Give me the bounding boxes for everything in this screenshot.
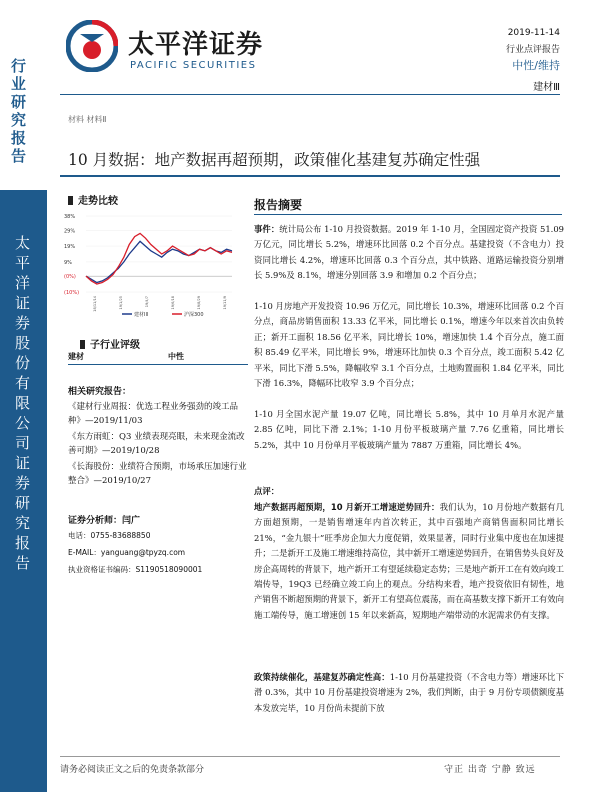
header-divider xyxy=(60,94,560,95)
y-tick-label: 19% xyxy=(64,244,76,251)
legend-label: 建材III xyxy=(134,312,149,318)
sector-label: 建材Ⅲ xyxy=(533,82,560,93)
related-heading: 相关研究报告： xyxy=(68,387,132,397)
trend-heading: 走势比较 xyxy=(68,192,118,207)
series-line xyxy=(86,233,232,284)
summary-divider xyxy=(254,214,562,215)
rating-label: 中性/维持 xyxy=(512,59,560,72)
page-title: 10 月数据：地产数据再超预期，政策催化基建复苏确定性强 xyxy=(68,151,481,169)
disclaimer: 请务必阅读正文之后的免责条款部分 xyxy=(60,765,205,775)
trend-chart xyxy=(62,210,242,320)
motto: 守正 出奇 宁静 致远 xyxy=(444,765,536,775)
y-tick-label: 29% xyxy=(64,228,76,235)
y-tick-label: (10%) xyxy=(64,290,80,296)
related-item[interactable]: 《东方雨虹：Q3 业绩表现亮眼，未来现金流改善可期》—2019/10/28 xyxy=(68,432,245,456)
footer-divider xyxy=(60,756,560,757)
summary-heading: 报告摘要 xyxy=(254,198,303,212)
related-item[interactable]: 《建材行业周报：优选工程业务强劲的竣工品种》—2019/11/03 xyxy=(68,402,239,426)
analyst-phone: 电话：0755-83688850 xyxy=(68,531,151,540)
industry-heading: 子行业评级 xyxy=(80,336,140,351)
analyst-heading: 证券分析师：闫广 xyxy=(68,516,141,526)
report-type: 行业点评报告 xyxy=(505,45,560,55)
realestate-paragraph: 1-10 月房地产开发投资 10.96 万亿元，同比增长 10.3%，增速环比回落 0.2 个百分点，商品房销售面积 13.33 亿平米，同比增长 0.1%，增速今年以来首次由负转正；新开工面积 18.56 亿平米，同比增长 10%，增速加快 1.4 个百分点，施工面积 85.49 亿平米，同比增长 9%，增速环比加快 0.3 个百分点，竣工面积 5.42 亿平米，同比下滑 5.5%，降幅收窄 3.1 个百分点，土地购置面积 1.84 亿平米，同比下滑 16.3%，降幅环比收窄 3.9 个百分点； xyxy=(254,301,564,389)
realestate-comment: 地产数据再超预期，10 月新开工增速逆势回升：我们认为，10 月份地产数据有几方面超预期，一是销售增速年内首次转正，其中百强地产商销售面积同比增长 21%，“金九银十”旺季房企加大力度促销，效果显著，同时行业集中度也在加速提升；二是新开工及施工增速维持高位，其中新开工增速逆势回升，在销售势头良好及房企高周转的背景下，地产新开工有望延续稳定态势；三是地产新开工在有效向竣工端传导，19Q3 已经确立竣工向上的观点。分结构来看，地产投资依旧有韧性，地产销售不断超预期的背景下，新开工有望高位震荡，而在高基数支撑下新开工有效向施工端传导，施工增速创 15 年以来新高，短期地产端带动的水泥需求仍有支撑。 xyxy=(254,502,564,620)
legend-label: 沪深300 xyxy=(184,312,204,318)
logo-english: PACIFIC SECURITIES xyxy=(130,60,257,71)
x-tick-label: 19/11/9 xyxy=(223,296,227,310)
x-tick-label: 19/8/29 xyxy=(197,296,201,310)
cement-paragraph: 1-10 月全国水泥产量 19.07 亿吨，同比增长 5.8%，其中 10 月单月水泥产量 2.85 亿吨，同比下滑 2.1%；1-10 月份平板玻璃产量 7.76 亿重箱，同比增长 5.2%，其中 10 月份单月平板玻璃产量为 7887 万重箱，同比增长 4%。 xyxy=(254,409,564,450)
left-sidebar xyxy=(0,0,47,792)
industry-rating-row xyxy=(68,350,248,365)
x-tick-label: 19/6/18 xyxy=(171,296,175,310)
y-tick-label: 38% xyxy=(64,214,76,220)
infrastructure-comment: 政策持续催化，基建复苏确定性高：1-10 月份基建投资（不含电力等）增速环比下滑 0.3%，其中 10 月份基建投资增速为 2%，我们判断，由于 9 月份专项债额度基本发放完毕，10 月份尚未提前下放 xyxy=(254,672,565,713)
logo-icon xyxy=(66,20,118,72)
related-item[interactable]: 《长海股份：业绩符合预期，市场承压加速行业整合》—2019/10/27 xyxy=(68,462,247,486)
doc-type-label: 行业研究报告 xyxy=(9,58,27,166)
logo-text: 太平洋证券 xyxy=(128,30,264,60)
y-tick-label: 9% xyxy=(64,259,72,266)
industry-rating: 中性 xyxy=(168,352,184,361)
industry-name: 建材 xyxy=(68,352,84,361)
analyst-email[interactable]: E-MAIL：yanguang@tpyzq.com xyxy=(68,548,186,557)
comment-label: 点评： xyxy=(254,486,280,496)
event-label: 事件： xyxy=(254,224,280,234)
analyst-cert: 执业资格证书编码：S1190518090001 xyxy=(68,565,203,574)
report-date: 2019-11-14 xyxy=(507,28,560,38)
x-tick-label: 19/4/7 xyxy=(145,296,149,308)
title-divider xyxy=(60,175,560,177)
breadcrumb: 材料 材料Ⅱ xyxy=(68,115,107,124)
event-paragraph: 事件：统计局公布 1-10 月投资数据。2019 年 1-10 月，全国固定资产投资 51.09 万亿元，同比增长 5.2%，增速环比回落 0.2 个百分点。基建投资（不含电力）投资同比增长 4.2%，增速环比回落 0.3 个百分点，其中铁路、道路运输投资分别增长 5.9%及 8.1%，增速分别回落 3.9 和增加 0.2 个百分点； xyxy=(254,224,564,281)
x-tick-label: 19/1/25 xyxy=(119,296,123,310)
company-label: 太平洋证券股份有限公司证券研究报告 xyxy=(13,235,31,575)
x-tick-label: 18/11/14 xyxy=(93,296,97,312)
y-tick-label: (0%) xyxy=(64,274,76,281)
